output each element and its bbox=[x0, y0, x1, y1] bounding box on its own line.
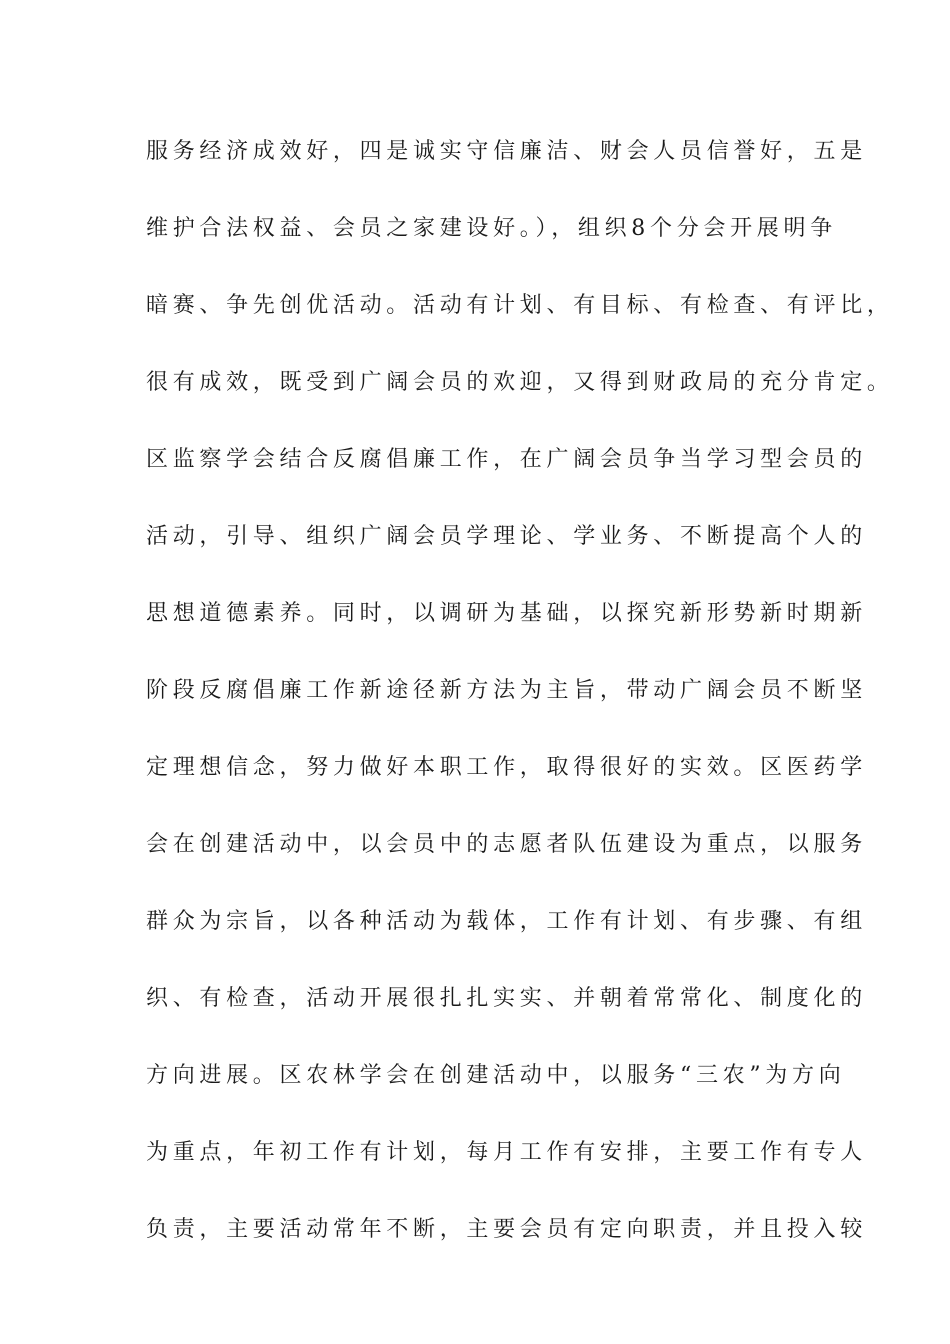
paragraph-line: 会在创建活动中，以会员中的志愿者队伍建设为重点，以服务 bbox=[146, 832, 867, 857]
paragraph-line: 方向进展。区农林学会在创建活动中，以服务“三农”为方向 bbox=[146, 1063, 846, 1088]
paragraph-line: 织、有检查，活动开展很扎扎实实、并朝着常常化、制度化的 bbox=[146, 986, 867, 1011]
paragraph-line: 活动，引导、组织广阔会员学理论、学业务、不断提高个人的 bbox=[146, 524, 867, 549]
paragraph-line: 区监察学会结合反腐倡廉工作，在广阔会员争当学习型会员的 bbox=[146, 447, 867, 472]
paragraph-line: 群众为宗旨，以各种活动为载体，工作有计划、有步骤、有组 bbox=[146, 909, 867, 934]
paragraph-line: 很有成效，既受到广阔会员的欢迎，又得到财政局的充分肯定。 bbox=[146, 370, 894, 395]
paragraph-line: 负责，主要活动常年不断，主要会员有定向职责，并且投入较 bbox=[146, 1217, 867, 1242]
paragraph-line: 为重点，年初工作有计划，每月工作有安排，主要工作有专人 bbox=[146, 1140, 867, 1165]
paragraph-line: 思想道德素养。同时，以调研为基础，以探究新形势新时期新 bbox=[146, 601, 867, 626]
paragraph-line: 暗赛、争先创优活动。活动有计划、有目标、有检查、有评比， bbox=[146, 293, 894, 318]
paragraph-line: 服务经济成效好，四是诚实守信廉洁、财会人员信誉好，五是 bbox=[146, 139, 867, 164]
paragraph-line: 维护合法权益、会员之家建设好。），组织8个分会开展明争 bbox=[146, 216, 837, 241]
paragraph-line: 阶段反腐倡廉工作新途径新方法为主旨，带动广阔会员不断坚 bbox=[146, 678, 867, 703]
paragraph-line: 定理想信念，努力做好本职工作，取得很好的实效。区医药学 bbox=[146, 755, 867, 780]
